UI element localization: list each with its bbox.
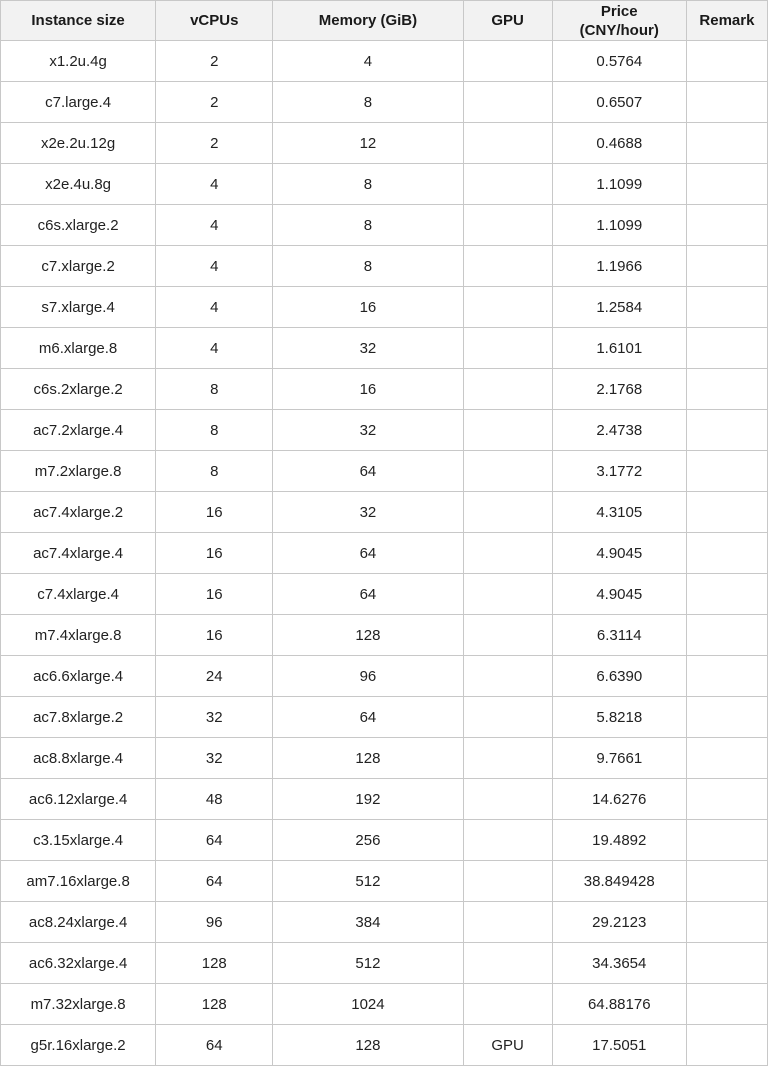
cell-instance-size: c7.xlarge.2 bbox=[1, 246, 156, 287]
table-row bbox=[1, 205, 768, 246]
table-row bbox=[1, 697, 768, 738]
cell-vcpus: 4 bbox=[156, 205, 273, 246]
cell-instance-size: c6s.2xlarge.2 bbox=[1, 369, 156, 410]
cell-memory: 12 bbox=[273, 123, 463, 164]
cell-remark bbox=[686, 369, 767, 410]
cell-memory: 4 bbox=[273, 41, 463, 82]
table-row bbox=[1, 656, 768, 697]
cell-instance-size: c7.large.4 bbox=[1, 82, 156, 123]
cell-memory: 16 bbox=[273, 369, 463, 410]
table-row bbox=[1, 861, 768, 902]
cell-price: 1.6101 bbox=[552, 328, 686, 369]
table-row bbox=[1, 369, 768, 410]
cell-instance-size: ac7.4xlarge.4 bbox=[1, 533, 156, 574]
cell-instance-size: m6.xlarge.8 bbox=[1, 328, 156, 369]
header-price-unit: (CNY/hour) bbox=[579, 21, 659, 39]
cell-remark bbox=[686, 697, 767, 738]
cell-memory: 8 bbox=[273, 82, 463, 123]
cell-price: 2.4738 bbox=[552, 410, 686, 451]
cell-gpu bbox=[463, 943, 552, 984]
cell-gpu bbox=[463, 205, 552, 246]
cell-remark bbox=[686, 451, 767, 492]
cell-instance-size: x2e.4u.8g bbox=[1, 164, 156, 205]
cell-gpu bbox=[463, 984, 552, 1025]
table-header bbox=[1, 1, 768, 41]
cell-remark bbox=[686, 533, 767, 574]
cell-remark bbox=[686, 1025, 767, 1066]
cell-vcpus: 64 bbox=[156, 820, 273, 861]
cell-remark bbox=[686, 41, 767, 82]
cell-price: 9.7661 bbox=[552, 738, 686, 779]
cell-vcpus: 128 bbox=[156, 943, 273, 984]
table-body bbox=[1, 41, 768, 1066]
cell-remark bbox=[686, 123, 767, 164]
cell-remark bbox=[686, 82, 767, 123]
cell-vcpus: 8 bbox=[156, 451, 273, 492]
header-price bbox=[552, 1, 686, 41]
cell-price: 38.849428 bbox=[552, 861, 686, 902]
cell-remark bbox=[686, 164, 767, 205]
cell-gpu bbox=[463, 902, 552, 943]
cell-price: 0.6507 bbox=[552, 82, 686, 123]
cell-instance-size: ac8.8xlarge.4 bbox=[1, 738, 156, 779]
table-row bbox=[1, 41, 768, 82]
table-row bbox=[1, 820, 768, 861]
cell-gpu bbox=[463, 328, 552, 369]
cell-price: 6.6390 bbox=[552, 656, 686, 697]
cell-instance-size: s7.xlarge.4 bbox=[1, 287, 156, 328]
cell-memory: 96 bbox=[273, 656, 463, 697]
cell-vcpus: 4 bbox=[156, 287, 273, 328]
cell-instance-size: m7.2xlarge.8 bbox=[1, 451, 156, 492]
table-row bbox=[1, 574, 768, 615]
cell-gpu: GPU bbox=[463, 1025, 552, 1066]
cell-price: 0.5764 bbox=[552, 41, 686, 82]
cell-gpu bbox=[463, 861, 552, 902]
table-row bbox=[1, 410, 768, 451]
cell-price: 64.88176 bbox=[552, 984, 686, 1025]
cell-remark bbox=[686, 574, 767, 615]
table-row bbox=[1, 615, 768, 656]
table-row bbox=[1, 246, 768, 287]
table-row bbox=[1, 123, 768, 164]
cell-gpu bbox=[463, 656, 552, 697]
cell-remark bbox=[686, 287, 767, 328]
cell-gpu bbox=[463, 697, 552, 738]
cell-remark bbox=[686, 861, 767, 902]
cell-price: 4.9045 bbox=[552, 533, 686, 574]
cell-instance-size: c6s.xlarge.2 bbox=[1, 205, 156, 246]
cell-price: 4.9045 bbox=[552, 574, 686, 615]
cell-instance-size: am7.16xlarge.8 bbox=[1, 861, 156, 902]
cell-remark bbox=[686, 738, 767, 779]
cell-price: 5.8218 bbox=[552, 697, 686, 738]
cell-memory: 8 bbox=[273, 246, 463, 287]
cell-remark bbox=[686, 902, 767, 943]
table-row bbox=[1, 738, 768, 779]
cell-price: 2.1768 bbox=[552, 369, 686, 410]
cell-vcpus: 8 bbox=[156, 410, 273, 451]
cell-vcpus: 24 bbox=[156, 656, 273, 697]
cell-vcpus: 4 bbox=[156, 328, 273, 369]
cell-memory: 256 bbox=[273, 820, 463, 861]
cell-price: 14.6276 bbox=[552, 779, 686, 820]
cell-instance-size: c3.15xlarge.4 bbox=[1, 820, 156, 861]
cell-instance-size: m7.32xlarge.8 bbox=[1, 984, 156, 1025]
cell-vcpus: 8 bbox=[156, 369, 273, 410]
cell-remark bbox=[686, 943, 767, 984]
cell-vcpus: 16 bbox=[156, 574, 273, 615]
table-row bbox=[1, 451, 768, 492]
cell-memory: 64 bbox=[273, 697, 463, 738]
cell-remark bbox=[686, 492, 767, 533]
cell-gpu bbox=[463, 164, 552, 205]
cell-instance-size: m7.4xlarge.8 bbox=[1, 615, 156, 656]
cell-remark bbox=[686, 410, 767, 451]
table-row bbox=[1, 328, 768, 369]
header-instance-size: Instance size bbox=[1, 1, 156, 41]
cell-vcpus: 16 bbox=[156, 492, 273, 533]
table-row bbox=[1, 287, 768, 328]
cell-instance-size: ac7.4xlarge.2 bbox=[1, 492, 156, 533]
cell-remark bbox=[686, 820, 767, 861]
cell-remark bbox=[686, 984, 767, 1025]
cell-memory: 128 bbox=[273, 615, 463, 656]
cell-gpu bbox=[463, 492, 552, 533]
cell-price: 29.2123 bbox=[552, 902, 686, 943]
cell-gpu bbox=[463, 738, 552, 779]
cell-gpu bbox=[463, 820, 552, 861]
table-row bbox=[1, 902, 768, 943]
header-vcpus: vCPUs bbox=[156, 1, 273, 41]
cell-memory: 32 bbox=[273, 492, 463, 533]
cell-vcpus: 96 bbox=[156, 902, 273, 943]
cell-instance-size: ac8.24xlarge.4 bbox=[1, 902, 156, 943]
cell-memory: 64 bbox=[273, 533, 463, 574]
header-memory: Memory (GiB) bbox=[273, 1, 463, 41]
cell-price: 19.4892 bbox=[552, 820, 686, 861]
cell-gpu bbox=[463, 369, 552, 410]
cell-vcpus: 48 bbox=[156, 779, 273, 820]
table-row bbox=[1, 164, 768, 205]
cell-remark bbox=[686, 656, 767, 697]
cell-instance-size: g5r.16xlarge.2 bbox=[1, 1025, 156, 1066]
cell-memory: 64 bbox=[273, 451, 463, 492]
cell-gpu bbox=[463, 123, 552, 164]
cell-gpu bbox=[463, 533, 552, 574]
cell-memory: 384 bbox=[273, 902, 463, 943]
cell-memory: 128 bbox=[273, 1025, 463, 1066]
cell-vcpus: 2 bbox=[156, 82, 273, 123]
cell-price: 1.2584 bbox=[552, 287, 686, 328]
cell-memory: 1024 bbox=[273, 984, 463, 1025]
cell-remark bbox=[686, 615, 767, 656]
cell-gpu bbox=[463, 287, 552, 328]
header-gpu: GPU bbox=[463, 1, 552, 41]
cell-vcpus: 32 bbox=[156, 697, 273, 738]
cell-instance-size: x2e.2u.12g bbox=[1, 123, 156, 164]
cell-gpu bbox=[463, 451, 552, 492]
cell-remark bbox=[686, 779, 767, 820]
cell-memory: 8 bbox=[273, 164, 463, 205]
cell-instance-size: ac6.12xlarge.4 bbox=[1, 779, 156, 820]
header-row bbox=[1, 1, 768, 41]
cell-memory: 128 bbox=[273, 738, 463, 779]
cell-instance-size: ac7.2xlarge.4 bbox=[1, 410, 156, 451]
cell-vcpus: 2 bbox=[156, 123, 273, 164]
cell-price: 0.4688 bbox=[552, 123, 686, 164]
cell-vcpus: 64 bbox=[156, 861, 273, 902]
table-row bbox=[1, 533, 768, 574]
cell-memory: 8 bbox=[273, 205, 463, 246]
cell-vcpus: 16 bbox=[156, 615, 273, 656]
cell-vcpus: 2 bbox=[156, 41, 273, 82]
table-row bbox=[1, 984, 768, 1025]
cell-remark bbox=[686, 246, 767, 287]
cell-instance-size: x1.2u.4g bbox=[1, 41, 156, 82]
cell-memory: 192 bbox=[273, 779, 463, 820]
cell-gpu bbox=[463, 779, 552, 820]
cell-instance-size: ac6.6xlarge.4 bbox=[1, 656, 156, 697]
cell-gpu bbox=[463, 82, 552, 123]
cell-gpu bbox=[463, 41, 552, 82]
cell-gpu bbox=[463, 615, 552, 656]
table-row bbox=[1, 492, 768, 533]
cell-price: 17.5051 bbox=[552, 1025, 686, 1066]
cell-vcpus: 4 bbox=[156, 164, 273, 205]
cell-memory: 16 bbox=[273, 287, 463, 328]
cell-instance-size: ac6.32xlarge.4 bbox=[1, 943, 156, 984]
cell-price: 6.3114 bbox=[552, 615, 686, 656]
cell-instance-size: ac7.8xlarge.2 bbox=[1, 697, 156, 738]
cell-vcpus: 16 bbox=[156, 533, 273, 574]
cell-memory: 512 bbox=[273, 861, 463, 902]
cell-vcpus: 32 bbox=[156, 738, 273, 779]
cell-price: 34.3654 bbox=[552, 943, 686, 984]
table-row bbox=[1, 1025, 768, 1066]
header-remark: Remark bbox=[686, 1, 767, 41]
cell-price: 3.1772 bbox=[552, 451, 686, 492]
cell-gpu bbox=[463, 410, 552, 451]
table-row bbox=[1, 779, 768, 820]
cell-memory: 512 bbox=[273, 943, 463, 984]
cell-remark bbox=[686, 328, 767, 369]
cell-gpu bbox=[463, 574, 552, 615]
header-price-label: Price bbox=[600, 2, 638, 20]
cell-gpu bbox=[463, 246, 552, 287]
table-row bbox=[1, 943, 768, 984]
cell-vcpus: 128 bbox=[156, 984, 273, 1025]
cell-memory: 32 bbox=[273, 410, 463, 451]
cell-vcpus: 64 bbox=[156, 1025, 273, 1066]
cell-price: 4.3105 bbox=[552, 492, 686, 533]
cell-price: 1.1099 bbox=[552, 205, 686, 246]
cell-memory: 64 bbox=[273, 574, 463, 615]
cell-price: 1.1966 bbox=[552, 246, 686, 287]
cell-price: 1.1099 bbox=[552, 164, 686, 205]
table-row bbox=[1, 82, 768, 123]
cell-remark bbox=[686, 205, 767, 246]
cell-instance-size: c7.4xlarge.4 bbox=[1, 574, 156, 615]
cell-vcpus: 4 bbox=[156, 246, 273, 287]
cell-memory: 32 bbox=[273, 328, 463, 369]
